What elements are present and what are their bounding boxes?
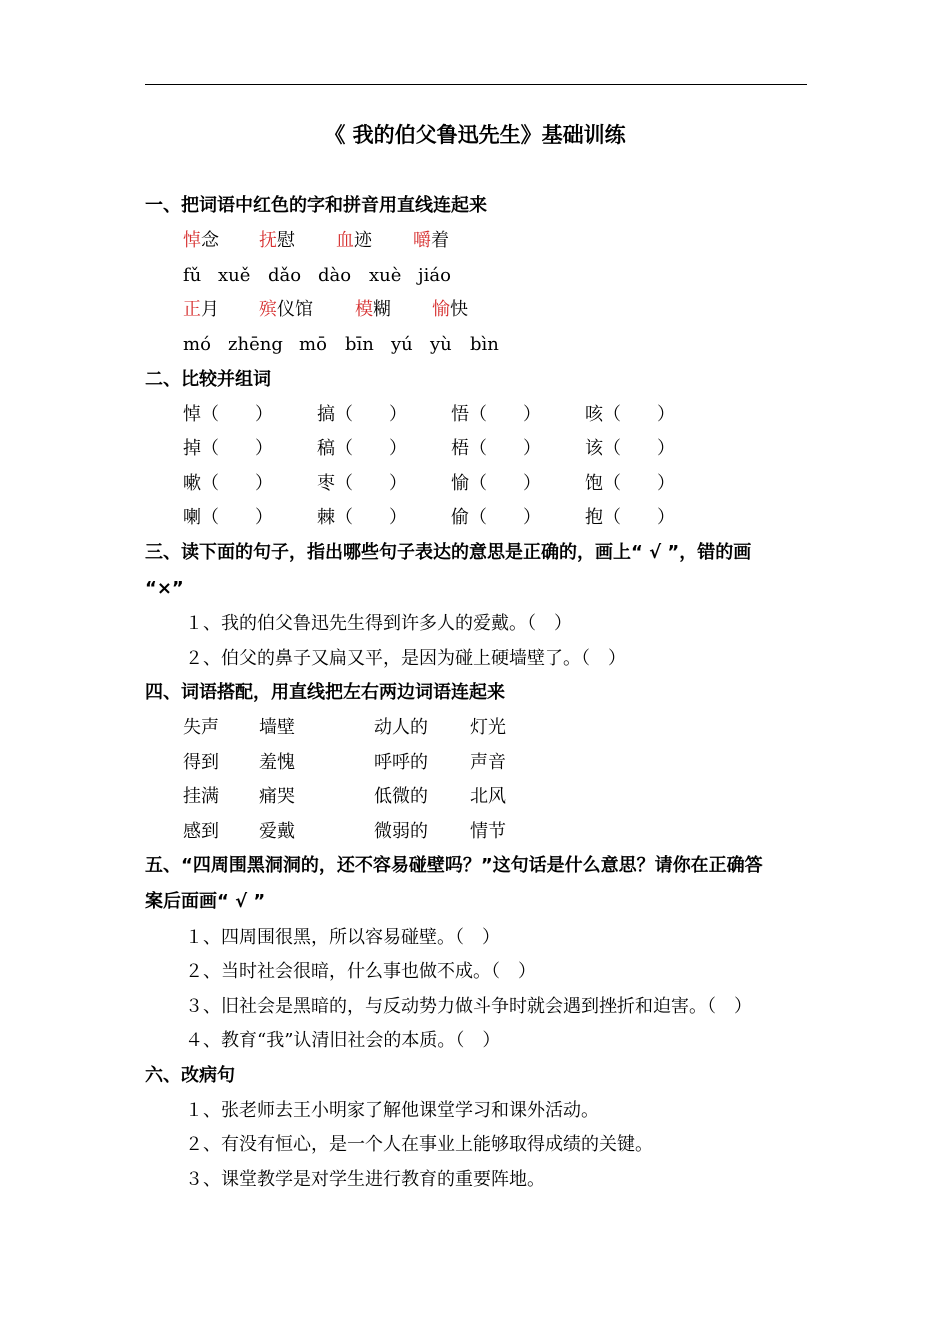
pinyin-item: xuè xyxy=(369,265,402,286)
compare-item: 悟（ ） xyxy=(451,404,541,425)
word-rest: 迹 xyxy=(354,230,372,251)
match-word: 微弱的 xyxy=(374,821,428,842)
word-item xyxy=(432,298,468,322)
word-item xyxy=(259,298,313,322)
word-item xyxy=(413,229,449,253)
pinyin-item: dào xyxy=(318,265,352,286)
match-word: 失声 xyxy=(183,717,219,738)
compare-item: 偷（ ） xyxy=(451,507,541,528)
match-word: 灯光 xyxy=(470,717,506,738)
word-rest: 着 xyxy=(431,230,449,251)
section5-heading-cont: 案后面画“ √ ” xyxy=(145,891,266,912)
match-word: 墙壁 xyxy=(259,717,295,738)
red-character: 模 xyxy=(355,299,373,320)
red-character: 嚼 xyxy=(413,230,431,251)
compare-item: 喇（ ） xyxy=(183,507,273,528)
match-word: 声音 xyxy=(470,752,506,773)
match-word: 北风 xyxy=(470,786,506,807)
page-title: 《 我的伯父鲁迅先生》基础训练 xyxy=(324,123,626,147)
word-rest: 糊 xyxy=(373,299,391,320)
match-word: 痛哭 xyxy=(259,786,295,807)
compare-item: 棘（ ） xyxy=(317,507,407,528)
match-word: 挂满 xyxy=(183,786,219,807)
red-character: 血 xyxy=(336,230,354,251)
match-word: 羞愧 xyxy=(259,752,295,773)
pinyin-item: fǔ xyxy=(183,265,202,286)
compare-item: 愉（ ） xyxy=(451,473,541,494)
pinyin-item: bīn xyxy=(345,334,374,355)
section1-heading: 一、把词语中红色的字和拼音用直线连起来 xyxy=(145,195,487,216)
word-item xyxy=(259,229,295,253)
compare-item: 搞（ ） xyxy=(317,404,407,425)
pinyin-item: jiáo xyxy=(418,265,451,286)
pinyin-item: xuě xyxy=(218,265,251,286)
section6-heading: 六、改病句 xyxy=(145,1065,235,1086)
match-word: 低微的 xyxy=(374,786,428,807)
pinyin-item: zhēng xyxy=(228,334,283,355)
section4-heading: 四、词语搭配，用直线把左右两边词语连起来 xyxy=(145,682,505,703)
judgement-item: ２、伯父的鼻子又扁又平，是因为碰上硬墙壁了。（ ） xyxy=(185,648,626,669)
section3-heading: 三、读下面的句子，指出哪些句子表达的意思是正确的，画上“ √ ”，错的画 xyxy=(145,542,752,563)
word-rest: 仪馆 xyxy=(277,299,313,320)
top-rule xyxy=(145,84,807,85)
pinyin-item: yù xyxy=(430,334,452,355)
sentence-item: ２、有没有恒心，是一个人在事业上能够取得成绩的关键。 xyxy=(185,1134,653,1155)
match-word: 感到 xyxy=(183,821,219,842)
pinyin-item: mó xyxy=(183,334,211,355)
compare-item: 抱（ ） xyxy=(585,507,675,528)
compare-item: 该（ ） xyxy=(585,438,675,459)
judgement-item: １、我的伯父鲁迅先生得到许多人的爱戴。（ ） xyxy=(185,613,572,634)
red-character: 抚 xyxy=(259,230,277,251)
word-rest: 念 xyxy=(201,230,219,251)
section2-heading: 二、比较并组词 xyxy=(145,369,271,390)
match-word: 动人的 xyxy=(374,717,428,738)
meaning-option: ３、旧社会是黑暗的，与反动势力做斗争时就会遇到挫折和迫害。（ ） xyxy=(185,996,752,1017)
match-word: 情节 xyxy=(470,821,506,842)
meaning-option: ２、当时社会很暗，什么事也做不成。（ ） xyxy=(185,961,536,982)
red-character: 愉 xyxy=(432,299,450,320)
red-character: 悼 xyxy=(183,230,201,251)
pinyin-item: yú xyxy=(391,334,413,355)
compare-item: 咳（ ） xyxy=(585,404,675,425)
sentence-item: ３、课堂教学是对学生进行教育的重要阵地。 xyxy=(185,1169,545,1190)
section5-heading: 五、“四周围黑洞洞的，还不容易碰壁吗？”这句话是什么意思？请你在正确答 xyxy=(145,855,763,876)
compare-item: 掉（ ） xyxy=(183,438,273,459)
word-item xyxy=(355,298,391,322)
match-word: 呼呼的 xyxy=(374,752,428,773)
pinyin-item: dǎo xyxy=(268,265,302,286)
meaning-option: １、四周围很黑，所以容易碰壁。（ ） xyxy=(185,927,500,948)
compare-item: 饱（ ） xyxy=(585,473,675,494)
word-rest: 快 xyxy=(450,299,468,320)
sentence-item: １、张老师去王小明家了解他课堂学习和课外活动。 xyxy=(185,1100,599,1121)
match-word: 爱戴 xyxy=(259,821,295,842)
compare-item: 梧（ ） xyxy=(451,438,541,459)
section3-heading-cont: “×” xyxy=(145,578,184,599)
compare-item: 悼（ ） xyxy=(183,404,273,425)
compare-item: 稿（ ） xyxy=(317,438,407,459)
red-character: 正 xyxy=(183,299,201,320)
word-item xyxy=(183,229,219,253)
compare-item: 枣（ ） xyxy=(317,473,407,494)
pinyin-item: mō xyxy=(299,334,327,355)
compare-item: 嗽（ ） xyxy=(183,473,273,494)
meaning-option: ４、教育“我”认清旧社会的本质。（ ） xyxy=(185,1030,501,1051)
word-item xyxy=(183,298,219,322)
word-rest: 慰 xyxy=(277,230,295,251)
pinyin-item: bìn xyxy=(470,334,499,355)
word-rest: 月 xyxy=(201,299,219,320)
match-word: 得到 xyxy=(183,752,219,773)
word-item xyxy=(336,229,372,253)
red-character: 殡 xyxy=(259,299,277,320)
